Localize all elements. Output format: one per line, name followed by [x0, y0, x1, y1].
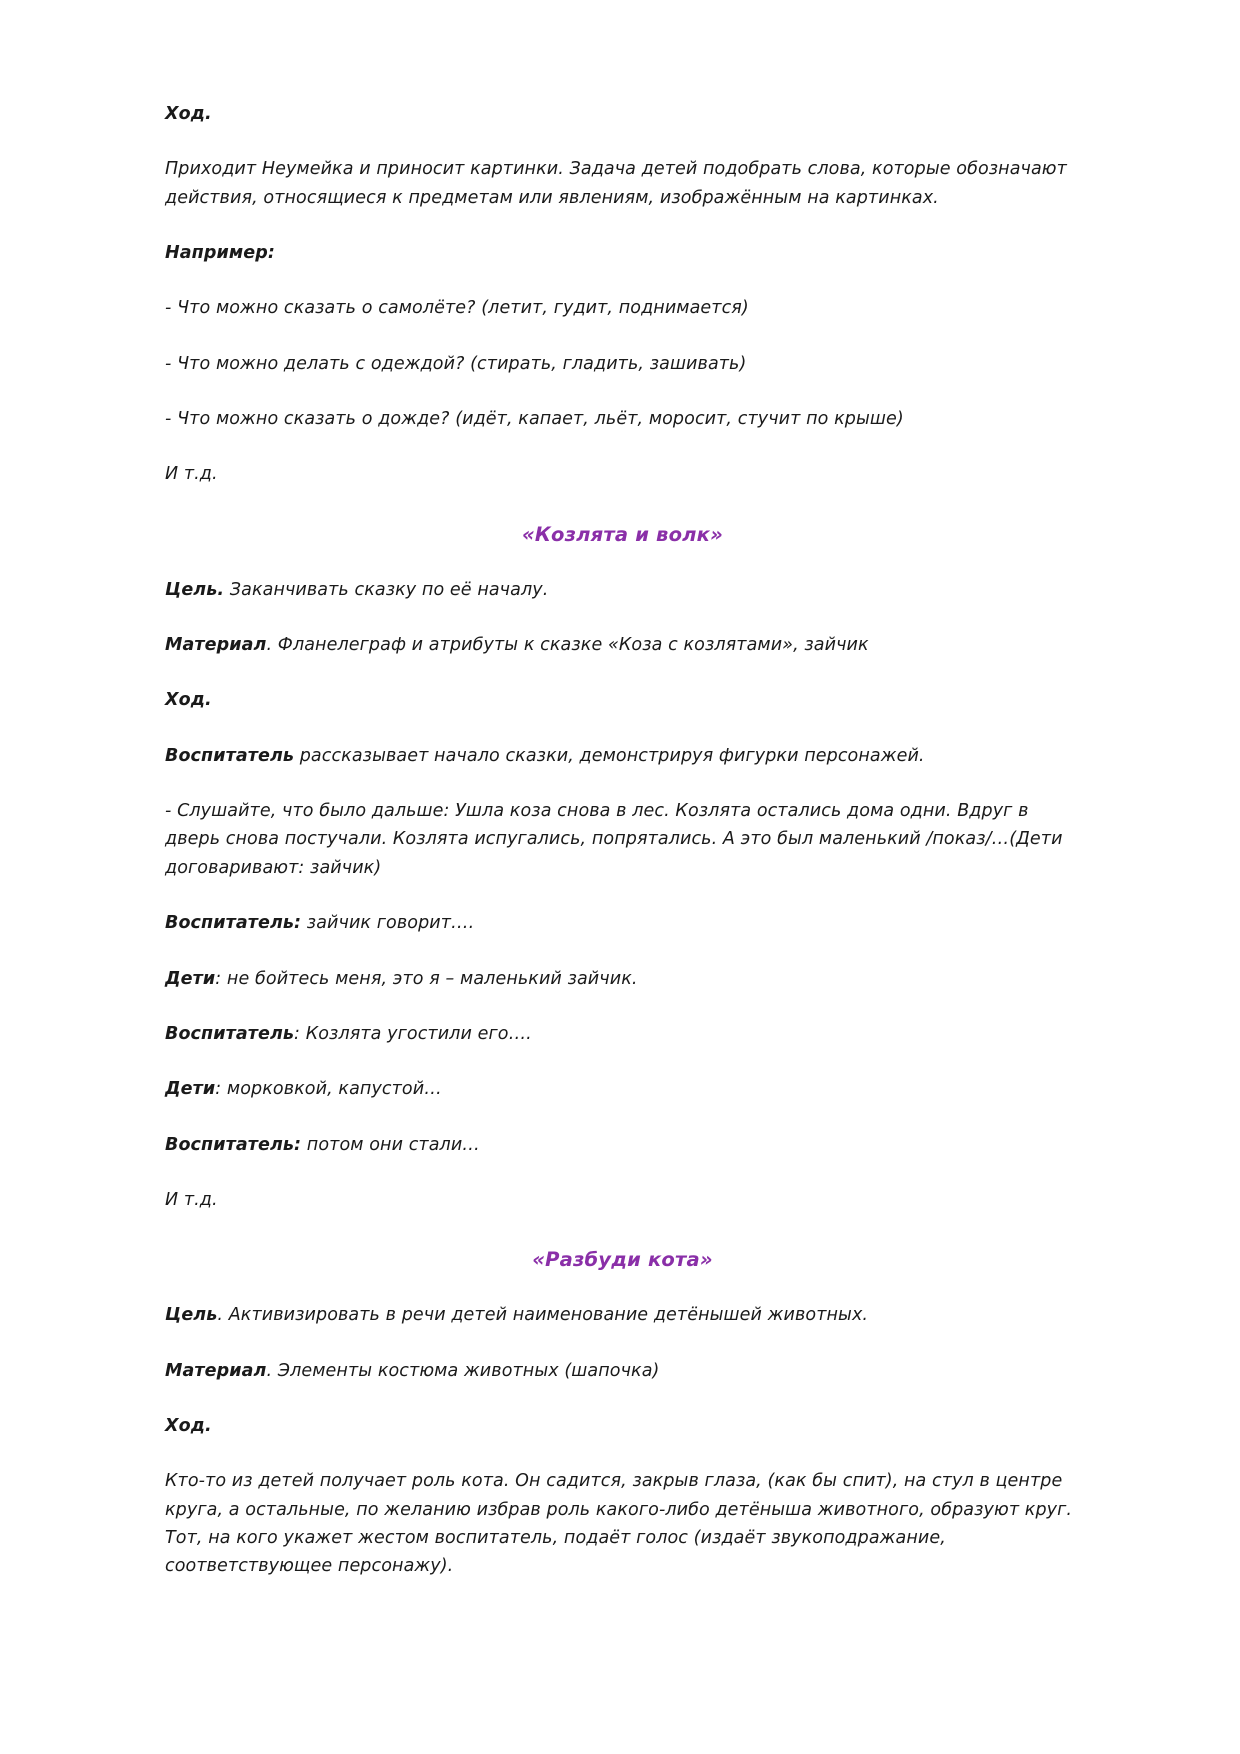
paragraph: [165, 1075, 1080, 1103]
paragraph-text: : Козлята угостили его….: [294, 1023, 532, 1044]
paragraph: [165, 797, 1080, 882]
paragraph-text: . Активизировать в речи детей наименование детёнышей животных.: [217, 1305, 869, 1326]
paragraph-lead: Ход.: [165, 690, 212, 711]
paragraph-text: потом они стали…: [301, 1134, 480, 1155]
paragraph-text: Кто-то из детей получает роль кота. Он садится, закрыв глаза, (как бы спит), на стул в центре круга, а остальные, по желанию избрав роль какого-либо детёныша животного, образуют круг. Тот, на кого укажет жестом воспитатель, подаёт голос (издаёт звукоподражание, соответствующее персонажу).: [165, 1471, 1073, 1577]
paragraph-text: Заканчивать сказку по её началу.: [224, 579, 549, 600]
paragraph: [165, 742, 1080, 770]
section-heading: «Козлята и волк»: [522, 522, 723, 546]
paragraph-text: Приходит Неумейка и приносит картинки. Задача детей подобрать слова, которые обозначают действия, относящиеся к предметам или явлениям, изображённым на картинках.: [165, 159, 1067, 208]
paragraph: [165, 576, 1080, 604]
paragraph-lead: Воспитатель: [165, 1023, 295, 1044]
paragraph: [165, 155, 1080, 212]
paragraph-text: - Что можно делать с одеждой? (стирать, гладить, зашивать): [165, 353, 747, 374]
paragraph: [165, 1020, 1080, 1048]
paragraph-text: : морковкой, капустой…: [215, 1079, 442, 1100]
paragraph-text: . Фланелеграф и атрибуты к сказке «Коза с козлятами», зайчик: [266, 635, 869, 656]
paragraph: [165, 239, 1080, 267]
paragraph: [165, 631, 1080, 659]
paragraph-text: рассказывает начало сказки, демонстрируя фигурки персонажей.: [294, 745, 925, 766]
paragraph-text: : не бойтесь меня, это я – маленький зайчик.: [215, 968, 638, 989]
paragraph: [165, 405, 1080, 433]
paragraph: [165, 294, 1080, 322]
paragraph-text: - Что можно сказать о дожде? (идёт, капает, льёт, моросит, стучит по крыше): [165, 409, 904, 430]
paragraph-lead: Цель: [165, 1305, 218, 1326]
paragraph: [165, 1301, 1080, 1329]
paragraph-text: - Что можно сказать о самолёте? (летит, гудит, поднимается): [165, 298, 749, 319]
paragraph-lead: Материал: [165, 1360, 267, 1381]
section-heading: «Разбуди кота»: [532, 1248, 713, 1272]
document-body: [165, 100, 1080, 1581]
paragraph-text: И т.д.: [165, 1189, 218, 1210]
section-kozlyata-i-volk: [165, 523, 1080, 1214]
paragraph: [165, 1467, 1080, 1580]
paragraph: [165, 686, 1080, 714]
paragraph-text: - Слушайте, что было дальше: Ушла коза снова в лес. Козлята остались дома одни. Вдруг в дверь снова постучали. Козлята испугались, попрятались. А это был маленький /показ/…(Дети договаривают: зайчик): [165, 801, 1063, 878]
section-neumeika: [165, 100, 1080, 489]
paragraph-lead: Воспитатель:: [165, 913, 302, 934]
paragraph-lead: Цель.: [165, 579, 225, 600]
paragraph: [165, 460, 1080, 488]
paragraph-lead: Дети: [165, 968, 216, 989]
paragraph-text: зайчик говорит….: [301, 913, 475, 934]
paragraph-lead: Ход.: [165, 1415, 212, 1436]
section-razbudi-kota: [165, 1248, 1080, 1580]
paragraph-text: И т.д.: [165, 464, 218, 485]
paragraph: [165, 1131, 1080, 1159]
paragraph-lead: Материал: [165, 635, 267, 656]
paragraph-lead: Воспитатель:: [165, 1134, 302, 1155]
paragraph: [165, 909, 1080, 937]
paragraph: [165, 1357, 1080, 1385]
paragraph: [165, 1412, 1080, 1440]
paragraph-lead: Воспитатель: [165, 745, 295, 766]
paragraph-text: . Элементы костюма животных (шапочка): [266, 1360, 660, 1381]
paragraph: [165, 100, 1080, 128]
paragraph-lead: Например:: [165, 243, 275, 264]
paragraph: [165, 350, 1080, 378]
paragraph: [165, 1186, 1080, 1214]
paragraph-lead: Ход.: [165, 104, 212, 124]
paragraph-lead: Дети: [165, 1079, 216, 1100]
paragraph: [165, 965, 1080, 993]
